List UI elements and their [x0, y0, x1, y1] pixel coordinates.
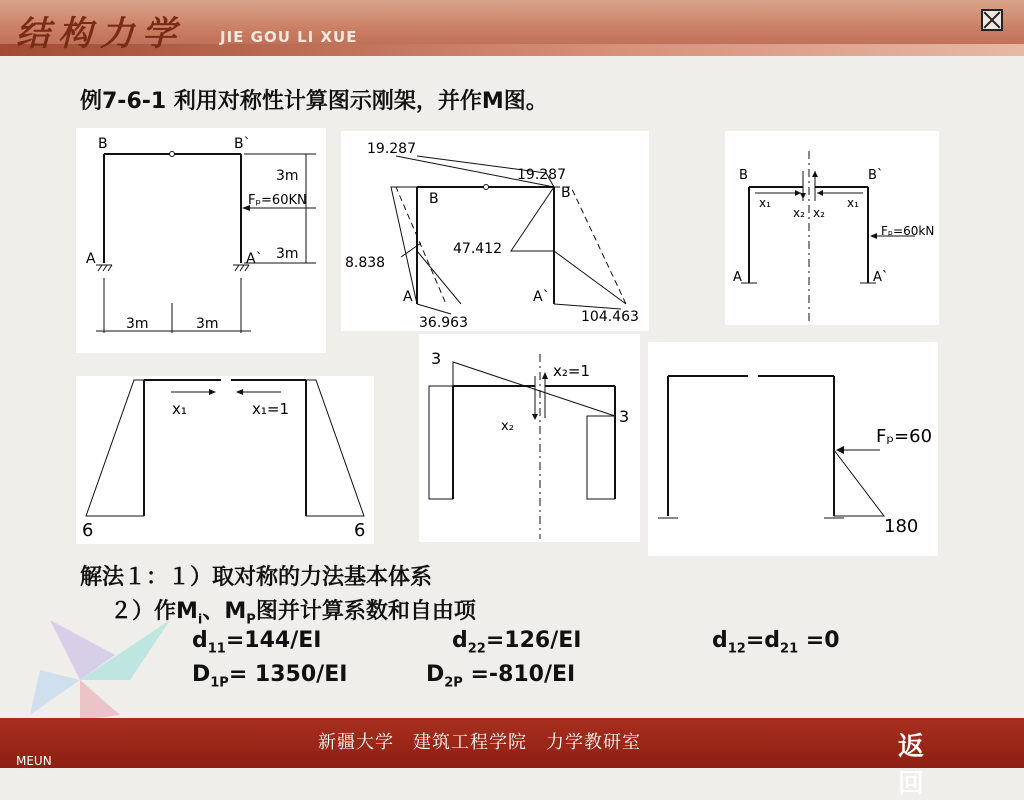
unknown-label: x₂ — [813, 206, 825, 220]
node-label: B` — [868, 168, 884, 183]
figure-structure — [76, 128, 326, 353]
moment-value: 6 — [82, 520, 94, 541]
figure-mp-diagram — [648, 342, 938, 556]
load-label: Fₚ=60 — [876, 426, 933, 447]
figure-m2-diagram — [419, 334, 640, 542]
node-label: A` — [246, 251, 263, 267]
footer-institution: 新疆大学 建筑工程学院 力学教研室 — [318, 732, 641, 753]
logo-title: 结构力学 — [16, 14, 184, 54]
back-button[interactable]: 返回 — [898, 732, 955, 799]
node-label: A` — [873, 270, 889, 285]
unknown-label: x₁ — [172, 400, 187, 418]
moment-value: 6 — [354, 520, 366, 541]
dimension-label: 3m — [196, 316, 219, 332]
coefficient-d12: $d_{12}=d_{21} =0$ — [712, 628, 840, 657]
node-label: A — [733, 270, 742, 285]
coefficient-d22: $d_{22}=126/EI$ — [452, 628, 582, 657]
unknown-label: x₂ — [501, 419, 514, 434]
load-label: Fₚ=60kN — [881, 224, 935, 238]
node-label: B — [98, 136, 108, 152]
logo-subtitle: JIE GOU LI XUE — [220, 28, 358, 46]
node-label: B — [739, 168, 748, 183]
unknown-label: x₁ — [759, 196, 771, 210]
free-term-D2P: $D_{2P} =-810/EI$ — [426, 662, 576, 691]
dimension-label: 3m — [276, 246, 299, 262]
node-label: A — [403, 289, 413, 305]
moment-value: 104.463 — [581, 309, 639, 325]
moment-value: 19.287 — [517, 167, 566, 183]
figure-basic-system — [725, 131, 939, 325]
node-label: A — [86, 251, 96, 267]
problem-title: 例7-6-1 利用对称性计算图示刚架，并作M图。 — [80, 89, 548, 114]
moment-value: 47.412 — [453, 241, 502, 257]
close-button[interactable] — [981, 9, 1003, 31]
dimension-label: 3m — [276, 168, 299, 184]
load-label: Fₚ=60KN — [248, 193, 307, 208]
moment-value: 19.287 — [367, 141, 416, 157]
node-label: B — [429, 191, 439, 207]
free-term-D1P: $D_{1P}= 1350/EI$ — [192, 662, 348, 691]
moment-value: 3 — [619, 407, 630, 426]
node-label: B` — [234, 136, 251, 152]
node-label: A` — [533, 289, 550, 305]
figure-moment-diagram — [341, 131, 649, 331]
moment-value: 36.963 — [419, 315, 468, 331]
coefficient-d11: $d_{11}=144/EI$ — [192, 628, 322, 657]
dimension-label: 3m — [126, 316, 149, 332]
unknown-label: x₁ — [847, 196, 859, 210]
figure-m1-diagram — [76, 376, 374, 544]
solution-step-1: 解法１：１）取对称的力法基本体系 — [80, 565, 433, 590]
moment-value: 180 — [884, 516, 919, 537]
moment-value: 3 — [431, 349, 442, 368]
node-label: B — [561, 185, 571, 201]
unknown-label: x₂=1 — [553, 362, 591, 380]
unknown-label: x₁=1 — [252, 400, 290, 418]
moment-value: 8.838 — [345, 255, 386, 271]
unknown-label: x₂ — [793, 206, 805, 220]
menu-button[interactable]: MEUN — [16, 754, 52, 768]
solution-step-2: ２）作$M_i$、$M_P$图并计算系数和自由项 — [110, 599, 476, 628]
